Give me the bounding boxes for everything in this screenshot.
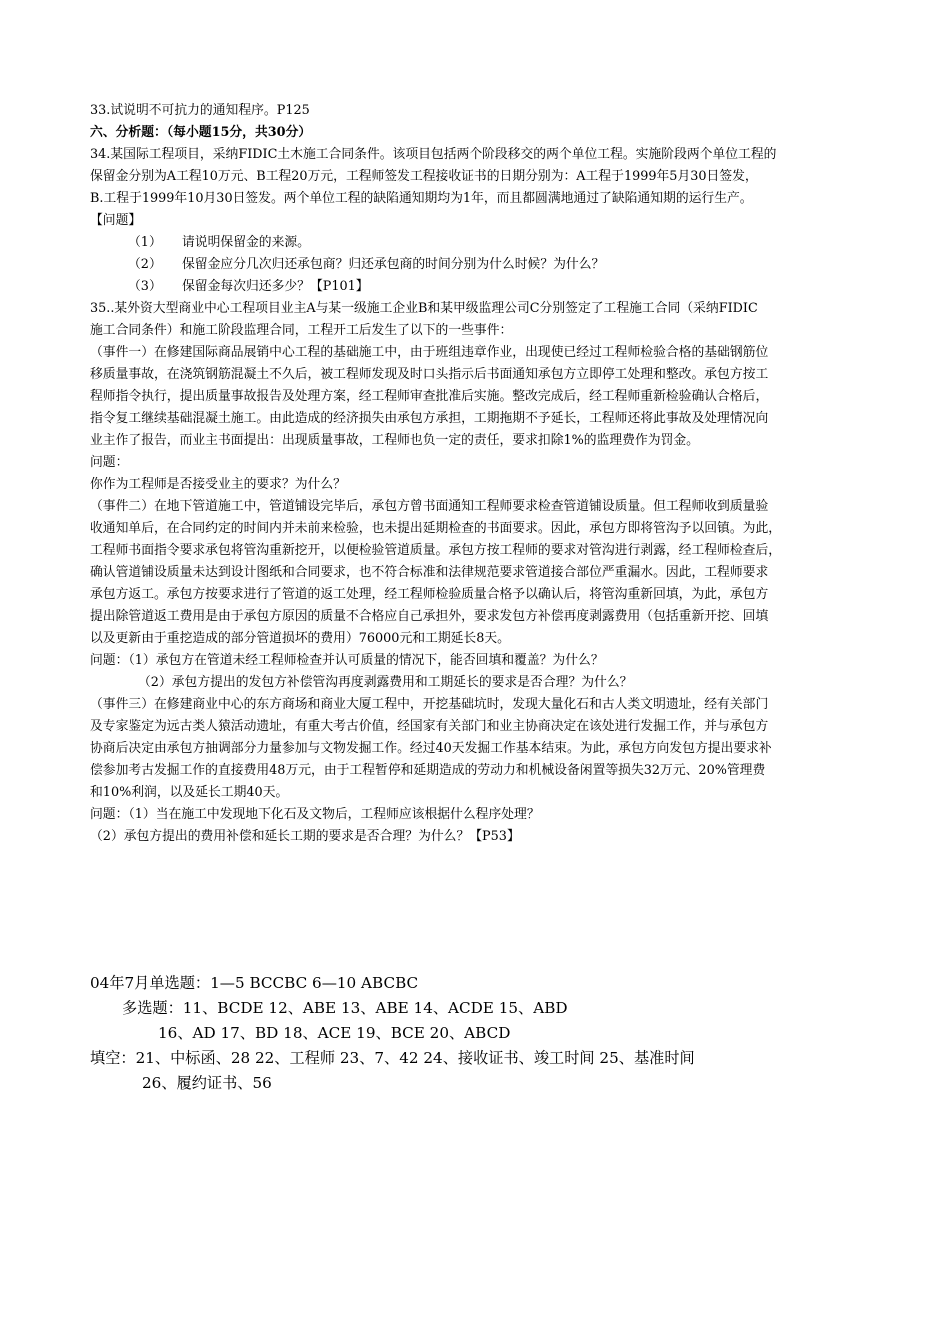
q34-sub-1-text: 请说明保留金的来源。 [182, 235, 310, 250]
q34-line-1: 34.某国际工程项目，采纳FIDIC土木施工合同条件。该项目包括两个阶段移交的两个单位工程。实施阶段两个单位工程的 [90, 147, 777, 162]
event2-question-1: 问题：（1）承包方在管道未经工程师检查并认可质量的情况下，能否回填和覆盖？为什么？ [90, 653, 604, 668]
q34-sub-1-num: （1） [128, 235, 162, 250]
event1-line-4: 指令复工继续基础混凝土施工。由此造成的经济损失由承包方承担，工期拖期不予延长，工程师还将此事故及处理情况向 [90, 411, 769, 426]
event2-question-2: （2）承包方提出的发包方补偿管沟再度剥露费用和工期延长的要求是否合理？为什么？ [138, 675, 633, 690]
q34-sub-2-text: 保留金应分几次归还承包商？归还承包商的时间分别为什么时候？为什么？ [182, 257, 605, 272]
event1-question-label: 问题： [90, 455, 129, 470]
q35-intro-2: 施工合同条件）和施工阶段监理合同，工程开工后发生了以下的一些事件： [90, 323, 513, 338]
event2-line-5: 承包方返工。承包方按要求进行了管道的返工处理，经工程师检验质量合格予以确认后，将管沟重新回填，为此，承包方 [90, 587, 769, 602]
q34-sub-3-num: （3） [128, 279, 162, 294]
event3-line-1: （事件三）在修建商业中心的东方商场和商业大厦工程中，开挖基础坑时，发现大量化石和古人类文明遗址，经有关部门 [90, 697, 769, 712]
q34-sub-2 [90, 254, 870, 276]
answer-multiple-choice-1: 多选题：11、BCDE 12、ABE 13、ABE 14、ACDE 15、ABD [122, 999, 568, 1017]
event3-line-5: 和10%利润，以及延长工期40天。 [90, 785, 289, 800]
event2-line-1: （事件二）在地下管道施工中，管道铺设完毕后，承包方曾书面通知工程师要求检查管道铺设质量。但工程师收到质量验 [90, 499, 769, 514]
event1-line-3: 程师指令执行，提出质量事故报告及处理方案，经工程师审查批准后实施。整改完成后，经工程师重新检验确认合格后， [90, 389, 769, 404]
answer-fill-blank-1: 填空：21、中标函、28 22、工程师 23、7、42 24、接收证书、竣工时间 25、基准时间 [90, 1049, 695, 1067]
answer-key [90, 971, 870, 1096]
question-35 [90, 298, 870, 848]
event3-line-4: 偿参加考古发掘工作的直接费用48万元，由于工程暂停和延期造成的劳动力和机械设备闲置等损失32万元、20%管理费 [90, 763, 766, 778]
event2-line-3: 工程师书面指令要求承包将管沟重新挖开，以便检验管道质量。承包方按工程师的要求对管沟进行剥露，经工程师检查后， [90, 543, 782, 558]
event1-line-1: （事件一）在修建国际商品展销中心工程的基础施工中，由于班组违章作业，出现使已经过工程师检验合格的基础钢筋位 [90, 345, 769, 360]
q34-sub-3-text: 保留金每次归还多少？【P101】 [182, 279, 369, 294]
q34-question-header: 【问题】 [90, 213, 142, 228]
question-34 [90, 144, 870, 298]
event3-question-1: 问题：（1）当在施工中发现地下化石及文物后，工程师应该根据什么程序处理？ [90, 807, 540, 822]
q34-sub-1 [90, 232, 870, 254]
q35-intro-1: 35..某外资大型商业中心工程项目业主A与某一级施工企业B和某甲级监理公司C分别签定了工程施工合同（采纳FIDIC [90, 301, 758, 316]
event2-line-6: 提出除管道返工费用是由于承包方原因的质量不合格应自己承担外，要求发包方补偿再度剥露费用（包括重新开挖、回填 [90, 609, 769, 624]
event2-line-4: 确认管道铺设质量未达到设计图纸和合同要求，也不符合标准和法律规范要求管道接合部位严重漏水。因此，工程师要求 [90, 565, 769, 580]
exam-content [90, 100, 870, 848]
question-33: 33.试说明不可抗力的通知程序。P125 [90, 103, 310, 118]
event2-line-7: 以及更新由于重挖造成的部分管道损坏的费用）76000元和工期延长8天。 [90, 631, 510, 646]
q34-sub-2-num: （2） [128, 257, 162, 272]
q34-line-3: B.工程于1999年10月30日签发。两个单位工程的缺陷通知期均为1年，而且都圆满地通过了缺陷通知期的运行生产。 [90, 191, 753, 206]
event1-question: 你作为工程师是否接受业主的要求？为什么？ [90, 477, 346, 492]
event3-line-2: 及专家鉴定为远古类人猿活动遗址，有重大考古价值，经国家有关部门和业主协商决定在该处进行发掘工作，并与承包方 [90, 719, 769, 734]
q34-line-2: 保留金分别为A工程10万元、B工程20万元，工程师签发工程接收证书的日期分别为：A工程于1999年5月30日签发， [90, 169, 758, 184]
answer-single-choice: 04年7月单选题：1—5 BCCBC 6—10 ABCBC [90, 974, 419, 992]
event1-line-2: 移质量事故，在浇筑钢筋混凝土不久后，被工程师发现及时口头指示后书面通知承包方立即停工处理和整改。承包方按工 [90, 367, 769, 382]
event1-line-5: 业主作了报告，而业主书面提出：出现质量事故，工程师也负一定的责任，要求扣除1%的监理费作为罚金。 [90, 433, 699, 448]
answer-fill-blank-2: 26、履约证书、56 [142, 1074, 272, 1092]
event2-line-2: 收通知单后，在合同约定的时间内并未前来检验，也未提出延期检查的书面要求。因此，承包方即将管沟予以回镇。为此， [90, 521, 782, 536]
event3-question-2: （2）承包方提出的费用补偿和延长工期的要求是否合理？为什么？【P53】 [90, 829, 520, 844]
section-heading-analysis: 六、分析题：（每小题15分，共30分） [90, 125, 312, 140]
answer-multiple-choice-2: 16、AD 17、BD 18、ACE 19、BCE 20、ABCD [158, 1024, 511, 1042]
event3-line-3: 协商后决定由承包方抽调部分力量参加与文物发掘工作。经过40天发掘工作基本结束。为此，承包方向发包方提出要求补 [90, 741, 772, 756]
q34-sub-3 [90, 276, 870, 298]
